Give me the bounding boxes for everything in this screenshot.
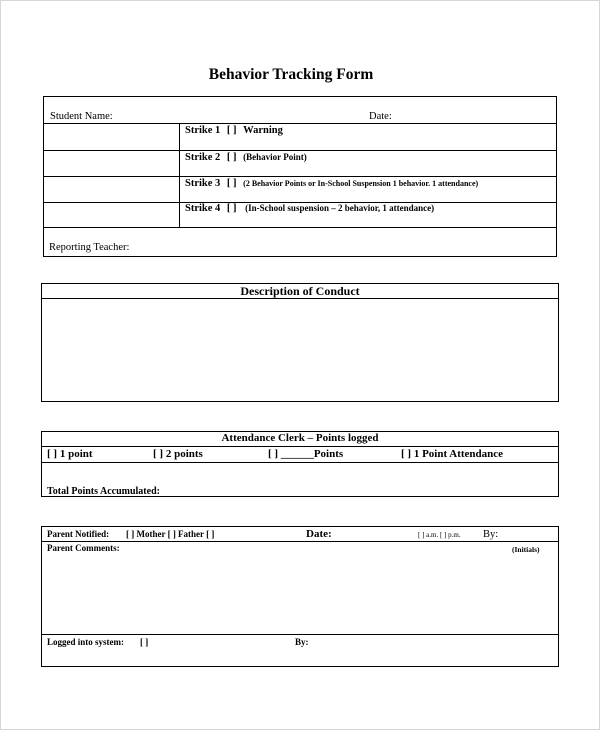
initials-label: (Initials) (512, 545, 540, 554)
conduct-box[interactable] (41, 283, 559, 402)
strike-label: Strike 2 (185, 152, 221, 163)
strike-label: Strike 3 (185, 178, 221, 189)
total-points-label: Total Points Accumulated: (47, 486, 160, 497)
option-attendance-point[interactable]: [ ] 1 Point Attendance (401, 448, 504, 460)
strike-text: (2 Behavior Points or In-School Suspension 1 behavior. 1 attendance) (243, 179, 479, 188)
time-options[interactable]: [ ] a.m. [ ] p.m. (418, 531, 461, 539)
parent-date-label: Date: (306, 528, 332, 540)
student-name-label: Student Name: (50, 111, 113, 122)
strike-1-row (185, 125, 283, 136)
strike-2-row (185, 152, 307, 163)
strike-4-row (185, 203, 434, 214)
parent-notified-label: Parent Notified: (47, 529, 110, 539)
divider (179, 123, 180, 227)
strike-text: Warning (243, 125, 283, 136)
divider (44, 227, 556, 228)
divider (44, 150, 556, 151)
strike-label: Strike 1 (185, 125, 221, 136)
divider (42, 541, 558, 542)
strike-3-row (185, 178, 478, 189)
logged-by-label: By: (295, 637, 309, 647)
option-custom-points[interactable]: [ ] ______Points (268, 448, 344, 460)
conduct-header: Description of Conduct (240, 284, 360, 298)
checkbox[interactable]: [ ] (226, 152, 237, 163)
divider (42, 462, 558, 463)
divider (44, 176, 556, 177)
date-label: Date: (369, 111, 392, 122)
parent-notified-options[interactable]: [ ] Mother [ ] Father [ ] (126, 529, 215, 539)
parent-comments-label: Parent Comments: (47, 543, 120, 553)
reporting-teacher-label: Reporting Teacher: (49, 242, 130, 253)
divider (42, 634, 558, 635)
form-title: Behavior Tracking Form (208, 66, 374, 83)
checkbox[interactable]: [ ] (226, 178, 237, 189)
option-1-point[interactable]: [ ] 1 point (47, 448, 93, 460)
divider (42, 446, 558, 447)
attendance-header: Attendance Clerk – Points logged (221, 432, 379, 444)
by-label: By: (483, 529, 499, 540)
checkbox[interactable]: [ ] (226, 203, 237, 214)
strike-label: Strike 4 (185, 203, 221, 214)
strike-text: (In-School suspension – 2 behavior, 1 attendance) (245, 203, 435, 213)
strike-text: (Behavior Point) (243, 152, 307, 162)
logged-label: Logged into system: (47, 637, 124, 647)
checkbox[interactable]: [ ] (226, 125, 237, 136)
option-2-points[interactable]: [ ] 2 points (153, 448, 203, 460)
divider (44, 123, 556, 124)
logged-checkbox[interactable]: [ ] (140, 637, 149, 647)
